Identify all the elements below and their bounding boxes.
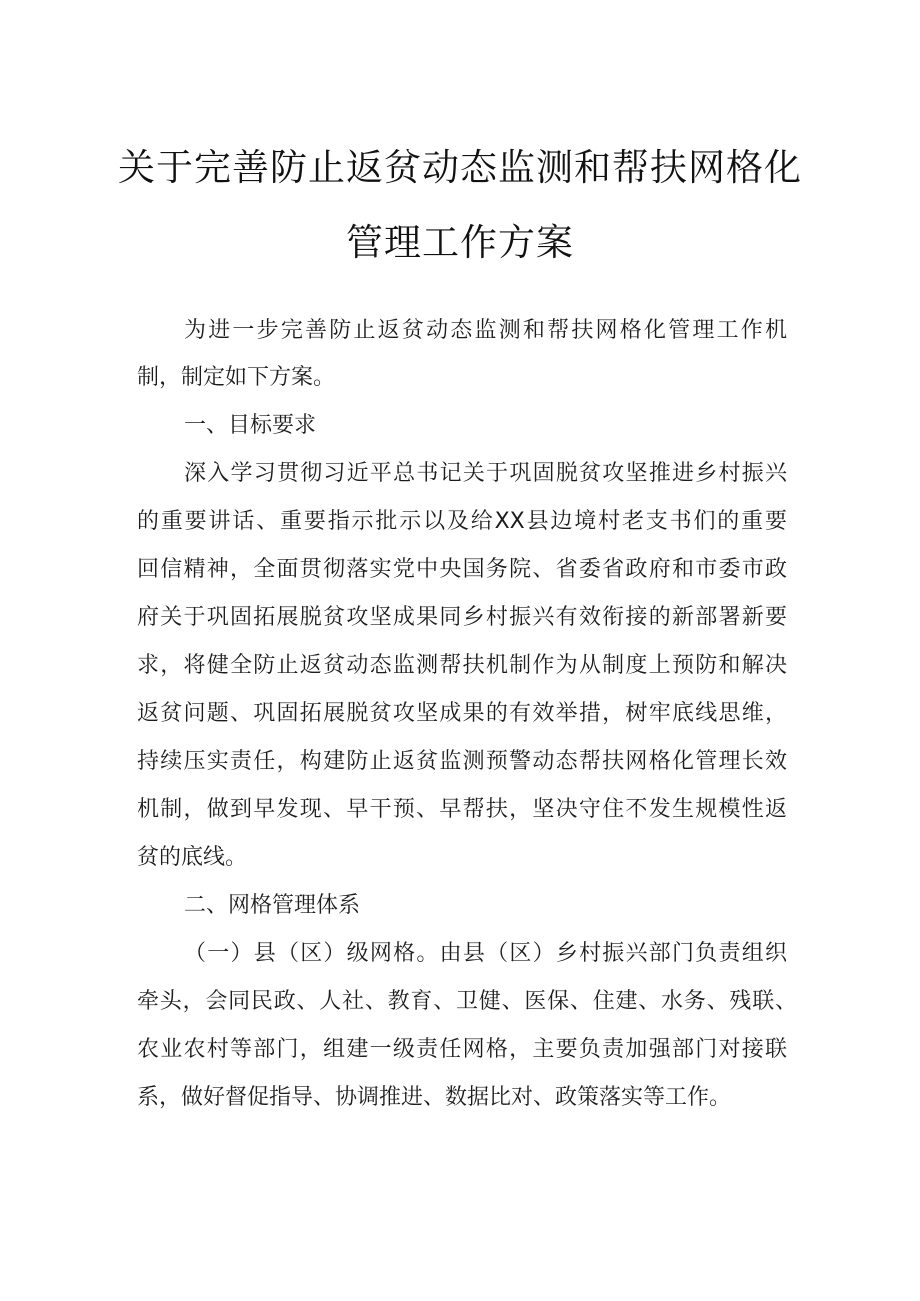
intro-line: 为进一步完善防止返贫动态监测和帮扶网格化管理工作机 xyxy=(184,318,787,343)
intro-line: 制，制定如下方案。 xyxy=(137,365,336,390)
paragraph-line: 的重要讲话、重要指示批示以及给XX县边境村老支书们的重要 xyxy=(137,509,787,534)
paragraph-line: 府关于巩固拓展脱贫攻坚成果同乡村振兴有效衔接的新部署新要 xyxy=(137,605,787,630)
paragraph-line: 回信精神，全面贯彻落实党中央国务院、省委省政府和市委市政 xyxy=(137,557,787,582)
paragraph-line: 持续压实责任，构建防止返贫监测预警动态帮扶网格化管理长效 xyxy=(137,749,787,774)
document-title-line-2: 管理工作方案 xyxy=(346,221,574,264)
paragraph-line: 返贫问题、巩固拓展脱贫攻坚成果的有效举措，树牢底线思维， xyxy=(137,701,787,726)
paragraph-line: 系，做好督促指导、协调推进、数据比对、政策落实等工作。 xyxy=(137,1085,732,1110)
section-heading-grid-system: 二、网格管理体系 xyxy=(184,893,361,918)
section-heading-goals: 一、目标要求 xyxy=(184,413,317,438)
paragraph-line: 农业农村等部门，组建一级责任网格，主要负责加强部门对接联 xyxy=(137,1037,787,1062)
document-title-line-1: 关于完善防止返贫动态监测和帮扶网格化 xyxy=(118,146,802,189)
paragraph-line: 机制，做到早发现、早干预、早帮扶，坚决守住不发生规模性返 xyxy=(137,797,787,822)
paragraph-line: 求，将健全防止返贫动态监测帮扶机制作为从制度上预防和解决 xyxy=(137,653,787,678)
paragraph-line: 深入学习贯彻习近平总书记关于巩固脱贫攻坚推进乡村振兴 xyxy=(184,461,787,486)
paragraph-line: 牵头，会同民政、人社、教育、卫健、医保、住建、水务、残联、 xyxy=(137,989,797,1014)
paragraph-line: （一）县（区）级网格。由县（区）乡村振兴部门负责组织 xyxy=(184,941,787,966)
paragraph-line: 贫的底线。 xyxy=(137,845,248,870)
